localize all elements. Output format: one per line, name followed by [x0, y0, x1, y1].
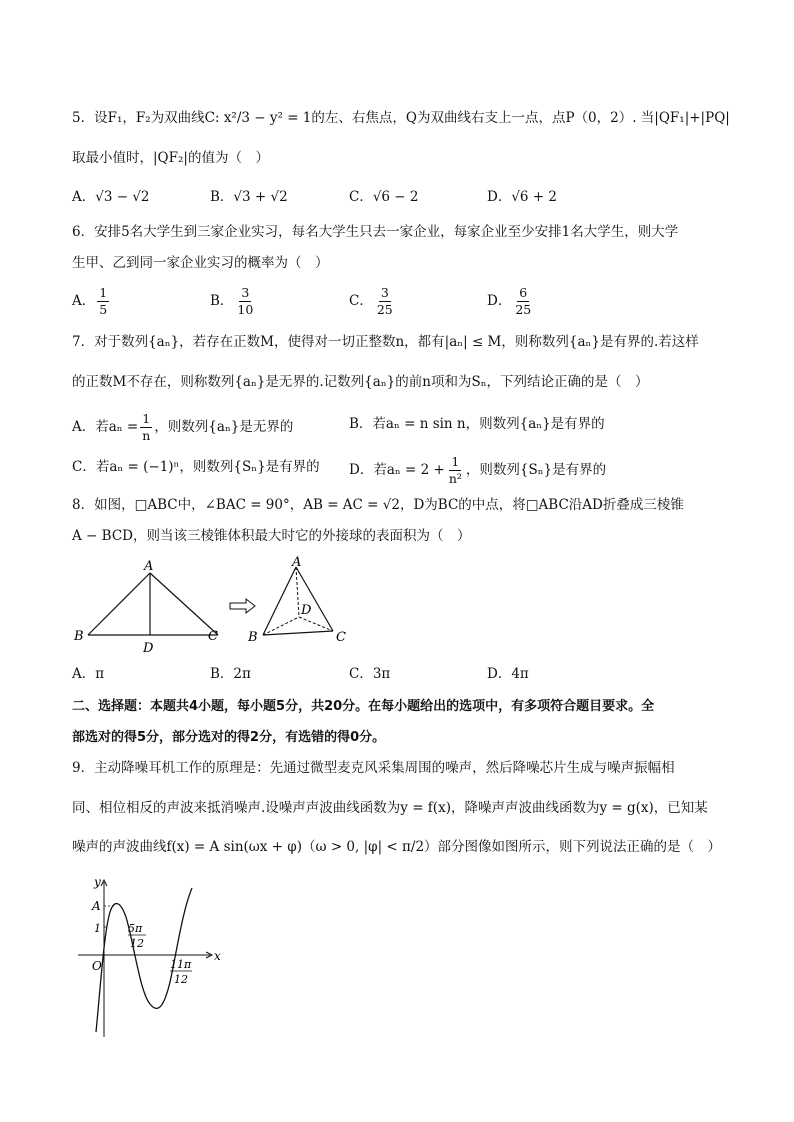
x-axis-label: x: [214, 949, 221, 963]
q8-stem-line1: 8．如图，□ABC中，∠BAC = 90°，AB = AC = √2，D为BC的中点，将□ABC沿AD折叠成三棱锥: [72, 497, 684, 513]
q6-stem-line2: 生甲、乙到同一家企业实习的概率为（ ）: [72, 255, 329, 271]
q7-option-b: B．若aₙ = n sin n，则数列{aₙ}是有界的: [349, 416, 605, 432]
q6-option-c: C． $\frac{3}{25}$: [349, 285, 393, 317]
q8-option-a: A．π: [72, 666, 105, 682]
amplitude-label: A: [92, 899, 101, 913]
label-c: C: [336, 630, 346, 645]
origin-label: O: [92, 959, 102, 973]
tick2-numerator: 11π: [170, 958, 192, 971]
q8-tetrahedron: [247, 555, 346, 645]
section2-heading-line1: 二、选择题：本题共4小题，每小题5分，共20分。在每小题给出的选项中，有多项符合题目要求。全: [72, 699, 655, 714]
q5-stem-line2: 取最小值时，|QF₂|的值为（ ）: [72, 150, 269, 166]
q7-stem-line1: 7．对于数列{aₙ}，若存在正数M，使得对一切正整数n，都有|aₙ| ≤ M，则称数列{aₙ}是有界的.若这样: [72, 334, 699, 350]
q9-stem-line3: 噪声的声波曲线f(x) = A sin(ωx + φ)（ω > 0, |φ| < π/2）部分图像如图所示，则下列说法正确的是（ ）: [72, 839, 722, 855]
q9-stem-line2: 同、相位相反的声波来抵消噪声.设噪声声波曲线函数为y = f(x)，降噪声声波曲线函数为y = g(x)，已知某: [72, 800, 708, 816]
label-c: C: [208, 629, 218, 644]
q8-option-c: C．3π: [349, 666, 391, 682]
q8-option-d: D．4π: [487, 666, 529, 682]
q5-option-a: A．√3 − √2: [72, 189, 150, 205]
q8-stem-line2: A − BCD，则当该三棱锥体积最大时它的外接球的表面积为（ ）: [72, 528, 471, 544]
q6-option-b: B． $\frac{3}{10}$: [210, 285, 254, 317]
q8-option-b: B．2π: [210, 666, 251, 682]
label-d: D: [143, 641, 154, 655]
q5-option-c: C．√6 − 2: [349, 189, 419, 205]
y-axis-label: y: [94, 875, 101, 889]
y-intercept-label: 1: [94, 922, 101, 935]
q8-triangle-abc: [73, 559, 218, 655]
q7-stem-line2: 的正数M不存在，则称数列{aₙ}是无界的.记数列{aₙ}的前n项和为Sₙ，下列结论正确的是（ ）: [72, 374, 649, 390]
q5-option-d: D．√6 + 2: [487, 189, 557, 205]
label-b: B: [248, 630, 258, 645]
q9-stem-line1: 9．主动降噪耳机工作的原理是：先通过微型麦克风采集周围的噪声，然后降噪芯片生成与噪声振幅相: [72, 760, 675, 776]
fold-arrow-icon: [230, 599, 255, 613]
q8-figure: [70, 555, 370, 655]
q6-stem-line1: 6．安排5名大学生到三家企业实习，每名大学生只去一家企业，每家企业至少安排1名大学生，则大学: [72, 224, 679, 240]
section2-heading-line2: 部选对的得5分，部分选对的得2分，有选错的得0分。: [72, 730, 386, 745]
label-d: D: [301, 603, 312, 618]
tick2-denominator: 12: [174, 973, 188, 986]
q6-option-d: D． $\frac{6}{25}$: [487, 285, 532, 317]
q5-stem-line1: 5．设F₁，F₂为双曲线C: x²/3 − y² = 1的左、右焦点，Q为双曲线右支上一点，点P（0，2）. 当|QF₁|+|PQ|: [72, 110, 730, 126]
q6-option-a: A． $\frac{1}{5}$: [72, 285, 108, 317]
label-a: A: [144, 559, 154, 574]
label-a: A: [292, 555, 302, 570]
q7-option-d: D．若aₙ = 2 + $\frac{1}{\text{n²}}$ ，则数列{Sₙ}是有界的: [349, 454, 607, 486]
q9-graph: [70, 872, 230, 1042]
label-b: B: [74, 629, 84, 644]
q7-option-a: A．若aₙ = $\frac{1}{n}$ ，则数列{aₙ}是无界的: [72, 411, 294, 443]
tick1-denominator: 12: [130, 937, 144, 950]
q5-option-b: B．√3 + √2: [210, 189, 288, 205]
q7-option-c: C．若aₙ = (−1)ⁿ，则数列{Sₙ}是有界的: [72, 459, 320, 475]
tick1-numerator: 5π: [128, 922, 143, 935]
